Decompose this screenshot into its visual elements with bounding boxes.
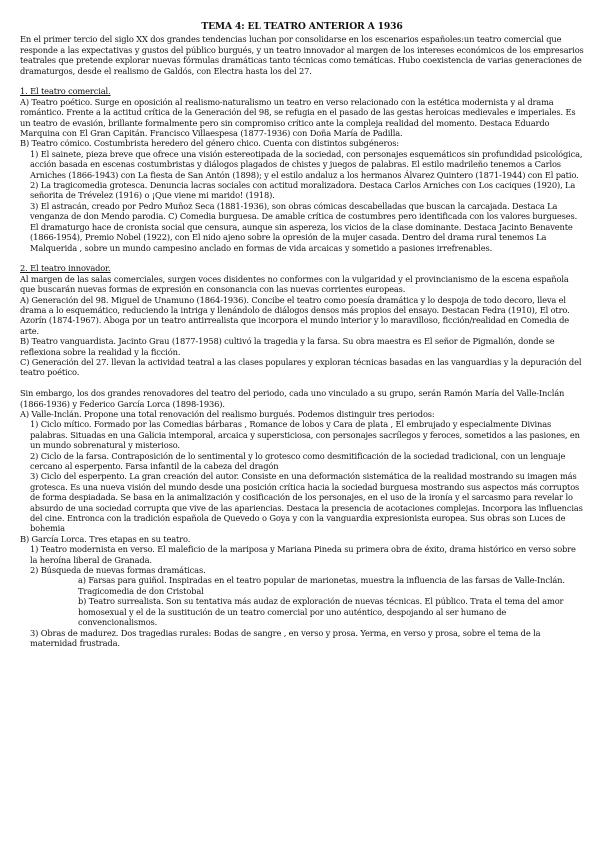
paragraph-vanguardista: B) Teatro vanguardista. Jacinto Grau (1877-1958) cultivó la tragedia y la farsa. Su obra maestra es El señor de Pigmalión, donde se reflexiona sobre la realidad y la ficción. (20, 336, 555, 357)
paragraph-innovador-intro: Al margen de las salas comerciales, surgen voces disidentes no conformes con la vulgaridad y el provincianismo de la escena española que buscarán nuevas formas de expresión en consonancia con las nuevas corrientes europeas. (20, 273, 569, 295)
paragraph-ciclo-farsa: 2) Ciclo de la farsa. Contraposición de lo sentimental y lo grotesco como desmitificación de la sociedad tradicional, con un lenguaje cercano al esperpento. Farsa infantil de la cabeza del dragón (30, 450, 566, 472)
intro-paragraph: En el primer tercio del siglo XX dos grandes tendencias luchan por consolidarse en los escenarios españoles:un teatro comercial que responde a las expectativas y gustos del público burgués, y un teatro innovador al margen de los intereses económicos de los empresarios teatrales que pretende explorar nuevas fórmulas dramáticas tanto técnicas como temáticas. Hubo coexistencia de varias generaciones de dramaturgos, desde el realismo de Galdós, con Electra hasta los del 27. (20, 34, 584, 76)
section-heading-innovador: 2. El teatro innovador. (20, 263, 111, 274)
paragraph-ciclo-esperpento: 3) Ciclo del esperpento. La gran creación del autor. Consiste en una deformación sistemática de la realidad mostrando su imagen más grotesca. Es una nueva visión del mundo desde una posición crítica hacia la sociedad burguesa mostrando sus aspectos más corruptos de forma despiadada. Se basa en la animalización y cosificación de los personajes, en el uso de la ironía y el sarcasmo para revelar lo absurdo de una sociedad corrupta que vive de las apariencias. Destaca la presencia de acotaciones complejas. Incorpora las influencias del cine. Entronca con la tradición española de Quevedo o Goya y con la vanguardia expresionista europea. Sus obras son Luces de bohemia (30, 471, 583, 534)
paragraph-nuevas-formas: 2) Búsqueda de nuevas formas dramáticas. (30, 565, 206, 576)
paragraph-generacion-98: A) Generación del 98. Miguel de Unamuno (1864-1936). Concibe el teatro como poesía dramática y lo despoja de todo decoro, lleva el drama a lo esquemático, reduciendo la intriga y llenándolo de diálogos densos más propios del ensayo. Destacan Fedra (1910), El otro. Azorín (1874-1967). Aboga por un teatro antirrealista que incorpora el mundo interior y lo maravilloso, ficción/realidad en Comedia de arte. (20, 294, 570, 336)
paragraph-garcia-lorca: B) García Lorca. Tres etapas en su teatro. (20, 533, 191, 544)
spacer (20, 76, 584, 86)
paragraph-farsas-guinol: a) Farsas para guiñol. Inspiradas en el teatro popular de marionetas, muestra la influencia de las farsas de Valle-Inclán. Tragicomedia de don Cristobal (78, 575, 565, 596)
paragraph-teatro-poetico: A) Teatro poético. Surge en oposición al realismo-naturalismo un teatro en verso relacionado con la estética modernista y al drama romántico. Frente a la actitud crítica de la Generación del 98, se refugia en el pasado de las gestas heroicas medievales e imperiales. Es un teatro de evasión, brillante formalmente pero sin compromiso crítico ante la compleja realidad del momento. Destaca Eduardo Marquina con El Gran Capitán. Francisco Villaespesa (1877-1936) con Doña María de Padilla. (20, 96, 576, 139)
paragraph-teatro-modernista: 1) Teatro modernista en verso. El maleficio de la mariposa y Mariana Pineda su primera obra de éxito, drama histórico en verso sobre la heroína liberal de Granada. (30, 544, 576, 565)
paragraph-tragicomedia: 2) La tragicomedia grotesca. Denuncia lacras sociales con actitud moralizadora. Destaca Carlos Arniches con Los caciques (1920), La señorita de Trévelez (1916) o ¡Que viene mi marido! (1918). (30, 180, 576, 201)
paragraph-generacion-27: C) Generación del 27. llevan la actividad teatral a las clases populares y exploran técnicas basadas en las vanguardias y la depuración del teatro poético. (20, 356, 582, 378)
paragraph-ciclo-mitico: 1) Ciclo mítico. Formado por las Comedias bárbaras , Romance de lobos y Cara de plata , El embrujado y especialmente Divinas palabras. Situadas en una Galicia intemporal, arcaica y supersticiosa, con personajes sacrílegos y feroces, sometidos a las pasiones, en un mundo sobrenatural y misterioso. (30, 419, 580, 451)
paragraph-valle-inclan: A) Valle-Inclán. Propone una total renovación del realismo burgués. Podemos distinguir tres periodos: (20, 408, 435, 419)
paragraph-obras-madurez: 3) Obras de madurez. Dos tragedias rurales: Bodas de sangre , en verso y prosa. Yerma, en verso y prosa, sobre el tema de la maternidad frustrada. (30, 627, 541, 648)
spacer (20, 253, 584, 263)
paragraph-teatro-comico: B) Teatro cómico. Costumbrista heredero del género chico. Cuenta con distintos subgéneros: (20, 138, 399, 149)
spacer (20, 378, 584, 388)
document-title: TEMA 4: EL TEATRO ANTERIOR A 1936 (201, 21, 403, 32)
paragraph-astracan: 3) El astracán, creado por Pedro Muñoz Seca (1881-1936), son obras cómicas descabelladas que buscan la carcajada. Destaca La venganza de don Mendo parodia. C) Comedia burguesa. De amable crítica de costumbres pero identificada con los valores burgueses. El dramaturgo hace de cronista social que censura, aunque sin aspereza, los vicios de la clase dominante. Destaca Jacinto Benavente (1866-1954), Premio Nobel (1922), con El nido ajeno sobre la opresión de la mujer casada. Dentro del drama rural tenemos La Malquerida , sobre un mundo campesino anclado en formas de vida arcaicas y sometido a pasiones irrefrenables. (30, 200, 578, 253)
paragraph-renovadores: Sin embargo, los dos grandes renovadores del teatro del periodo, cada uno vinculado a su grupo, serán Ramón María del Valle-Inclán (1866-1936) y Federico García Lorca (1898-1936). (20, 388, 565, 409)
paragraph-teatro-surrealista: b) Teatro surrealista. Son su tentativa más audaz de exploración de nuevas técnicas. El público. Trata el tema del amor homosexual y el de la sustitución de un teatro comercial por uno auténtico, despojando al ser humano de convencionalismos. (78, 596, 564, 628)
paragraph-sainete: 1) El sainete, pieza breve que ofrece una visión estereotipada de la sociedad, con personajes esquemáticos sin profundidad psicológica, acción basada en escenas costumbristas y diálogos plagados de chistes y juegos de palabras. El estilo madrileño tenemos a Carlos Arniches (1866-1943) con La fiesta de San Antón (1898); y el estilo andaluz a los hermanos Álvarez Quintero (1871-1944) con El patio. (30, 148, 583, 180)
section-heading-commercial: 1. El teatro comercial. (20, 86, 111, 97)
